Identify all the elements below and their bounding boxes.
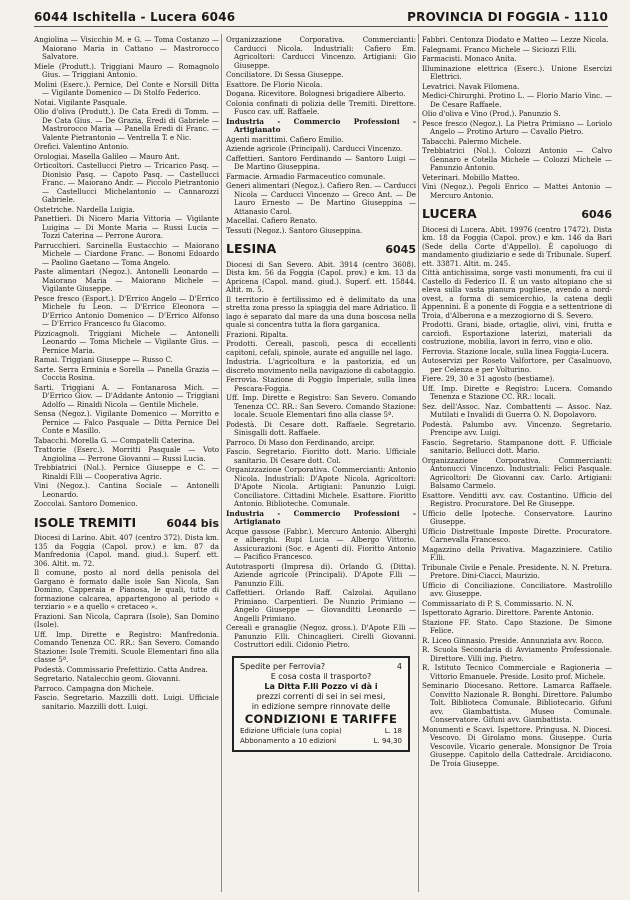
entry: Stazione FF. Stato. Capo Stazione. De Simone Felice. [422,617,612,635]
entry: Levatrici. Navak Filomena. [422,81,520,91]
town-description: Frazioni. Ripalta. [226,329,289,339]
entry: Tabacchi. Palermo Michele. [422,136,522,146]
column-divider [418,34,419,892]
entry: Veterinari. Mobillo Matteo. [422,172,520,182]
entry: R. Scuola Secondaria di Avviamento Professionale. Direttore. Villi ing. Pietro. [422,645,612,663]
entry: Trebbiatrici (Nol.). Colozzi Antonio — Calvo Gennaro e Cotella Michele — Colozzi Michele — Panunzio Antonio. [422,146,612,172]
entry: Aziende agricole (Principali). Carducci Vincenzo. [226,144,403,153]
entry: Farmacie. Armadio Farmaceutico comunale. [226,171,386,181]
entry: Zoccolai. Santoro Domenico. [34,499,138,508]
entry: Fascio. Segretario. Fioritto dott. Mario. Ufficiale sanitario. Di Cesare dott. Col. [226,447,416,465]
entry: Commissariato di P. S. Commissario. N. N. [422,598,574,608]
entry: Sarte. Serra Erminia e Sorella — Panella Grazia — Coccia Rosina. [34,364,219,382]
advertisement-pozzo: Spedite per Ferrovia? 4 E cosa costa il trasporto? La Ditta F.lli Pozzo vi dà i prezzi correnti di sei in sei mesi, in edizione sempre rinnovate delle CONDIZIONI E TARIFFE Edizione Ufficiale (una copia) L. 18 Abbonamento a 10 edizioni L. 94,30 [232,656,410,752]
entry: Pesce fresco (Esport.). D'Errico Angelo — D'Errico Michele fu Leon. — D'Errico Eleonora — D'Errico Antonio Domenico — D'Errico Alfonso — D'Errico Francesco fu Giacomo. [34,293,219,328]
entry: Fascio. Segretario. Mazzilli dott. Luigi. Ufficiale sanitario. Mazzilli dott. Luigi. [34,693,219,711]
entry: Podestà. Di Cesare dott. Raffaele. Segretario. Sinisgalli dott. Raffaele. [226,419,416,437]
entry: Dogana. Ricevitore. Bolognesi brigadiere Alberto. [226,89,406,98]
town-description: Industria. L'agricoltura e la pastorizia, ed un discreto movimento nella navigazione di cabotaggio. [226,357,416,375]
entry: Ufficio di Conciliazione. Conciliatore. Mastrolillo avv. Giuseppe. [422,580,612,598]
subsection-heading: Industria - Commercio Professioni - Artigianato [226,508,416,526]
town-description: Uff. Imp. Dirette e Registro: Manfredonia. Comando Tenenza CC. RR.: San Severo. Comando Stazione: Isole Tremiti. Scuole Elementari fino alla classe 5ª. [34,629,219,664]
entry: Colonia confinati di polizia delle Tremiti. Direttore. Fusco cav. uff. Raffaele. [226,98,416,116]
entry: Vini (Negoz.). Cantina Sociale — Antonelli Leonardo. [34,481,219,499]
entry: Generi alimentari (Negoz.). Cafiero Ren. — Carducci Nicola — Carducci Vincenzo — Greco Ant. — De Lauro Ernesto — De Martino Giuseppina — Attanasio Carol. [226,181,416,216]
entry: Miele (Produtt.). Triggiani Mauro — Romagnolo Gius. — Triggiani Antonio. [34,61,219,79]
entry: Conciliatore. Di Sessa Giuseppe. [226,70,344,79]
entry: Organizzazione Corporativa. Commercianti: Carducci Nicola. Industriali: Cafiero Em. Agricoltori: Carducci Vincenzo. Artigiani: Gio Giuseppe. [226,35,416,70]
entry: Notai. Vigilante Pasquale. [34,97,128,107]
entry: Magazzino della Privativa. Magazziniere. Catilio F.lli. [422,544,612,562]
header-left: 6044 Ischitella - Lucera 6046 [34,10,236,24]
entry: Tabacchi. Morella G. — Compatelli Caterina. [34,435,195,445]
entry: Ufficio delle Ipoteche. Conservatore. Laurino Giuseppe. [422,508,612,526]
entry: Ispettorato Agrario. Direttore. Parente Antonio. [422,608,594,617]
entry: Agenti marittimi. Cafiero Emilio. [226,134,344,144]
town-description: Prodotti. Cereali, pascoli, pesca di eccellenti capitoni, cefali, spinole, aurate ed anguille nel lago. [226,339,416,357]
town-description: Il territorio è fertilissimo ed è delimitato da una stretta zona presso la spiaggia del mare Adriatico. Il lago è separato dal mare da una duna boscosa nella quale si concentra tutta la flora garganica. [226,294,416,329]
entry: Molini (Eserc.). Pernice, Del Conte e Norsill Ditta — Vigilante Domenico — Di Stolfo Federico. [34,79,219,97]
entry: Fiere. 29, 30 e 31 agosto (bestiame). [422,374,555,383]
entry: Olio d'oliva (Produtt.). De Cata Eredi di Tomm. — De Cata Gius. — De Grazia, Eredi di Gabriele — Mastrorocco Maria — Panella Eredi di Franc. — Valente Pietrantonio — Ventrella T. e Nic. [34,107,219,142]
entry: Ufficio Distrettuale Imposte Dirette. Procuratore. Carnevalla Francesco. [422,526,612,544]
entry: Medici-Chirurghi. Protino L. — Florio Mario Vinc. — De Cesare Raffaele. [422,91,612,109]
town-description: Il comune, posto al nord della penisola del Gargano è formato dalle isole San Nicola, San Domino, Capperaia e Pianosa, le quali, tutte di formazione calcarea, appartengono al periodo « terziario » e a quello « cretaceo ». [34,568,219,611]
column-middle [226,36,416,752]
entry: Podestà. Commissario Prefettizio. Catta Andrea. [34,664,208,674]
entry: Sarti. Triggiani A. — Fontanarosa Mich. — D'Errico Giov. — D'Addante Antonio — Triggiani Adolfo — Rinaldi Nicola — Gentile Michele. [34,382,219,409]
entry: Fascio. Segretario. Stampanone dott. F. Ufficiale sanitario. Bellucci dott. Mario. [422,437,612,455]
entry: Pizzicagnoli. Triggiani Michele — Antonelli Leonardo — Toma Michele — Vigilante Gius. — Pernice Maria. [34,328,219,355]
entry: Farmacisti. Monaco Anita. [422,54,517,63]
entry: Parrucchieri. Sarcinella Eustacchio — Maiorano Michele — Ciardone Franc. — Bonomi Edoardo — Paolino Gaetano — Toma Angelo. [34,240,219,267]
entry: Fabbri. Centonza Diodato e Matteo — Lezze Nicola. [422,35,609,44]
entry: Podestà. Palumbo avv. Vincenzo. Segretario. Prencipe avv. Luigi. [422,419,612,437]
town-description: Ferrovia. Stazione locale, sulla linea Foggia-Lucera. [422,346,609,356]
entry: Trebbiatrici (Nol.). Pernice Giuseppe e C. — Rinaldi F.lli — Cooperativa Agric. [34,463,219,481]
entry: Tribunale Civile e Penale. Presidente. N. N. Pretura. Pretore. Dini-Ciacci, Maurizio. [422,562,612,580]
town-description: Diocesi di Larino. Abit. 407 (centro 372). Dista km. 135 da Foggia (Capol. prov.) e km. 87 da Manfredonia (Capol. mand. giud.). Superf. ett. 306. Altit. m. 72. [34,533,219,568]
column-right [422,36,612,769]
town-description: Diocesi di Lucera. Abit. 19976 (centro 17472). Dista km. 18 da Foggia (Capol. prov.) e km. 146 da Bari (Sede della Corte d'Appello). È capoluogo di mandamento giudiziario e sede di Tribunale. Superf. ett. 33871. Altit. m. 245. [422,224,612,268]
column-left [34,36,219,712]
town-description: Prodotti. Grani, biade, ortaglie, olivi, vini, frutta e carciofi. Esportazione laterizi, materiali da costruzione, mobilia, lavori in ferro, vino e olio. [422,320,612,346]
entry: Vini (Negoz.). Pegoli Enrico — Mattei Antonio — Mercuro Antonio. [422,182,612,200]
entry: Uff. Imp. Dirette e Registro: San Severo. Comando Tenenza CC. RR.: San Severo. Comando Stazione: locale. Scuole Elementari fino alla classe 5ª. [226,393,416,419]
subsection-heading: Industria - Commercio Professioni - Artigianato [226,116,416,134]
entry: Angiolina — Visicchio M. e G. — Toma Costanzo — Maiorano Maria in Cattano — Mastrorocco Salvatore. [34,35,219,61]
entry: Sensa (Negoz.). Vigilante Domenico — Morritto e Pernice — Falco Pasquale — Ditta Pernice Del Conte e Masillo. [34,409,219,435]
town-description: Città antichissima, sorge vasti monumenti, fra cui il Castello di Federico II. È un vasto altopiano che si eleva sulla vasta pianura pugliese, avendo a nord-ovest, a forma di semicerchio, la catena degli Appennini. È a ponente di Foggia e a settentrione di Troia, d'Alberona e a mezzogiorno di S. Severo. [422,268,612,320]
entry: Caffettieri. Orlando Raff. Calzolai. Aquilano Primiano. Carpentieri. De Nunzio Primiano — Angelo Giuseppe — Giovanditti Leonardo — Angelli Primiano. [226,588,416,623]
section-heading-lucera: LUCERA 6046 [422,206,612,221]
entry: Orefici. Valentino Antonio. [34,142,129,151]
entry: Orticoltori. Castellucci Pietro — Tricarico Pasq. — Dionisio Pasq. — Capoto Pasq. — Castellucci Franc. — Maiorano Andr. — Piccolo Pietrantonio — Castellucci Michelantonio — Cannarozzi Gabriele. [34,161,219,204]
header-right: PROVINCIA DI FOGGIA - 1110 [407,10,608,24]
entry: Esattore. De Florio Nicola. [226,79,323,89]
entry: Trattorie (Eserc.). Morritti Pasquale — Voto Angiolina — Perrone Giovanni — Russi Lucia. [34,445,219,463]
entry: Pesce fresco (Negoz.). La Pietra Primiano — Loriolo Angelo — Protino Arturo — Cavallo Pietro. [422,118,612,136]
entry: Autoservizi per Roseto Valfortore, per Casalnuovo, per Celenza e per Volturino. [422,356,612,374]
section-heading-lesina: LESINA 6045 [226,241,416,256]
entry: Ferrovia. Stazione di Poggio Imperiale, sulla linea Pescara-Foggia. [226,375,416,393]
entry: R. Istituto Tecnico Commerciale e Ragioneria — Vittorio Emanuele. Preside. Losito prof. Michele. [422,663,612,681]
entry: Ostetriche. Nardella Luigia. [34,204,135,214]
entry: Organizzazione Corporativa. Commercianti: Antonio Nicola. Industriali: D'Apote Nicola. Agricoltori: D'Apote Nicola. Artigiani: Panunzio Luigi. Conciliatore. Cittadini Michele. Esattore. Fioritto Antonio. Biblioteche. Comunale. [226,465,416,508]
entry: Olio d'oliva e Vino (Prod.). Panunzio S. [422,109,561,118]
entry: Tessuti (Negoz.). Santoro Giuseppina. [226,225,363,235]
entry: Parroco. Di Maso don Ferdinando, arcipr. [226,437,375,447]
town-description: Frazioni. San Nicola, Caprara (Isole), San Domino (Isole). [34,611,219,629]
entry: Orologiai. Masella Galileo — Mauro Ant. [34,151,180,161]
page-header [34,10,608,27]
entry: Seminario Diocesano. Rettore. Lamarca Raffaele. Convitto Nazionale R. Bonghi. Direttore. Palumbo Tolt. Biblioteca Comunale. Bibliotecario. Gifuni avv. Giambattista. Museo Comunale. Conservatore. Gifuni avv. Giambattista. [422,681,612,724]
entry: Macellai. Cafiero Renato. [226,216,318,225]
entry: Esattore. Venditti avv. cav. Costantino. Ufficio del Registro. Procuratore. Del Re Giuseppe. [422,490,612,508]
entry: Sez. dell'Assoc. Naz. Combattenti — Assoc. Naz. Mutilati e Invalidi di Guerra O. N. Dopolavoro. [422,401,612,419]
section-heading-isole-tremiti: ISOLE TREMITI 6044 bis [34,514,219,530]
entry: Parroco. Campagna don Michele. [34,683,154,693]
entry: Cereali e granaglie (Negoz. gross.). D'Apote F.lli — Panunzio F.lli. Chincaglieri. Cirelli Giovanni. Costruttori edili. Cidonio Pietro. [226,623,416,649]
entry: Acque gassose (Fabbr.). Mercuro Antonio. Alberghi e alberghi. Rupi Lucia — Albergo Vittorio. Assicurazioni (Soc. e Agenti di). Fioritto Antonio — Pacifico Francesco. [226,526,416,561]
entry: Falegnami. Franco Michele — Siciozzi F.lli. [422,44,577,54]
entry: Paste alimentari (Negoz.). Antonelli Leonardo — Maiorano Maria — Maiorano Michele — Vigilante Giuseppe. [34,267,219,293]
town-description: Diocesi di San Severo. Abit. 3914 (centro 3608). Dista km. 56 da Foggia (Capol. prov.) e km. 13 da Apricena (Capol. mand. giud.). Superf. ett. 15844. Altit. m. 5. [226,259,416,294]
entry: Monumenti e Scavi. Ispettore. Pringusa. N. Diocesi. Vescovo. Di Girolamo mons. Giuseppe. Curia Vescovile. Vicario generale. Monsignor De Troia Giuseppe. Capitolo della Cattedrale. Arcidiacono. De Troia Giuseppe. [422,724,612,768]
entry: Caffettieri. Santoro Ferdinando — Santoro Luigi — De Martino Giuseppina. [226,153,416,171]
entry: Segretario. Natalecchio geom. Giovanni. [34,674,181,683]
entry: Panettieri. Di Nicero Maria Vittoria — Vigilante Luigina — Di Monte Maria — Russi Lucia — Tozzi Caterina — Perrone Aurora. [34,214,219,240]
entry: Ramai. Triggiani Giuseppe — Russo C. [34,355,173,364]
entry: R. Liceo Ginnasio. Preside. Annunziata avv. Rocco. [422,635,604,645]
entry: Uff. Imp. Dirette e Registro: Lucera. Comando Tenenza e Stazione CC. RR.: locali. [422,383,612,401]
entry: Illuminazione elettrica (Eserc.). Unione Esercizi Elettrici. [422,63,612,81]
column-divider [221,34,222,892]
entry: Autotrasporti (Impresa di). Orlando G. (Ditta). Aziende agricole (Principali). D'Apote F.lli — Panunzio F.lli. [226,561,416,588]
entry: Organizzazione Corporativa. Commercianti: Antonucci Vincenzo. Industriali: Felici Pasquale. Agricoltori: De Giovanni cav. Carlo. Artigiani: Balsamo Carmelo. [422,455,612,490]
